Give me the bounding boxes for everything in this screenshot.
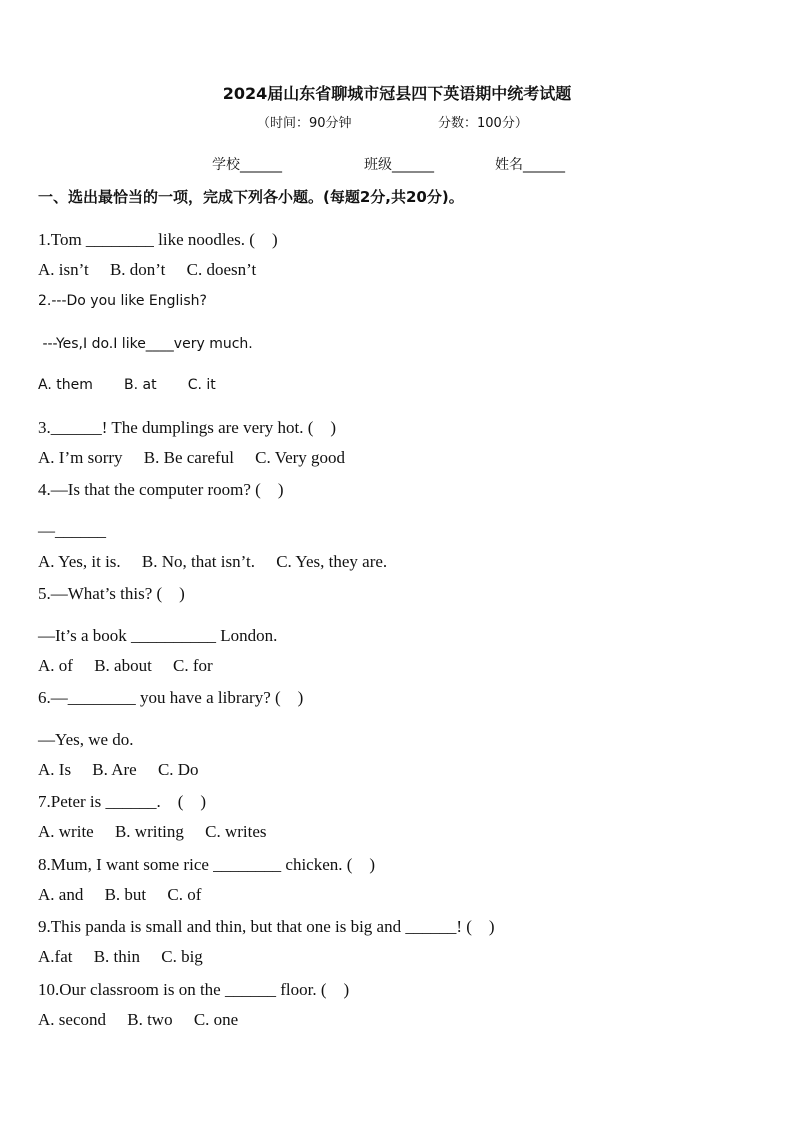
question-2-options: A. them B. at C. it xyxy=(38,377,216,393)
question-7-stem: 7.Peter is ______. ( ) xyxy=(38,792,207,811)
question-2-reply: ---Yes,I do.I like____very much. xyxy=(38,336,253,352)
name-field: 姓名______ xyxy=(495,157,565,173)
question-5-stem: 5.—What’s this? ( ) xyxy=(38,584,185,603)
question-9-stem: 9.This panda is small and thin, but that one is big and ______! ( ) xyxy=(38,917,495,936)
question-3-stem: 3.______! The dumplings are very hot. ( ) xyxy=(38,418,337,437)
section-heading: 一、选出最恰当的一项，完成下列各小题。(每题2分,共20分)。 xyxy=(38,188,464,206)
question-5-options: A. of B. about C. for xyxy=(38,656,213,675)
page-title: 2024届山东省聊城市冠县四下英语期中统考试题 xyxy=(222,84,572,103)
school-field: 学校______ xyxy=(212,157,282,173)
question-6-options: A. Is B. Are C. Do xyxy=(38,760,199,779)
question-2-stem: 2.---Do you like English? xyxy=(38,293,207,309)
question-5-reply: —It’s a book __________ London. xyxy=(38,626,278,645)
question-4-options: A. Yes, it is. B. No, that isn’t. C. Yes, they are. xyxy=(38,552,388,571)
question-4-reply: —______ xyxy=(38,521,106,540)
question-4-stem: 4.—Is that the computer room? ( ) xyxy=(38,480,284,499)
question-8-options: A. and B. but C. of xyxy=(38,885,202,904)
question-3-options: A. I’m sorry B. Be careful C. Very good xyxy=(38,448,346,467)
question-10-stem: 10.Our classroom is on the ______ floor. ( ) xyxy=(38,980,350,999)
class-field: 班级______ xyxy=(364,157,434,173)
question-9-options: A.fat B. thin C. big xyxy=(38,947,203,966)
question-7-options: A. write B. writing C. writes xyxy=(38,822,267,841)
question-8-stem: 8.Mum, I want some rice ________ chicken. ( ) xyxy=(38,855,376,874)
question-10-options: A. second B. two C. one xyxy=(38,1010,239,1029)
exam-score: 分数：100分） xyxy=(438,116,528,131)
exam-time: （时间：90分钟 xyxy=(257,116,352,131)
question-1-options: A. isn’t B. don’t C. doesn’t xyxy=(38,260,257,279)
question-6-reply: —Yes, we do. xyxy=(38,730,134,749)
question-6-stem: 6.—________ you have a library? ( ) xyxy=(38,688,304,707)
question-1-stem: 1.Tom ________ like noodles. ( ) xyxy=(38,230,278,249)
